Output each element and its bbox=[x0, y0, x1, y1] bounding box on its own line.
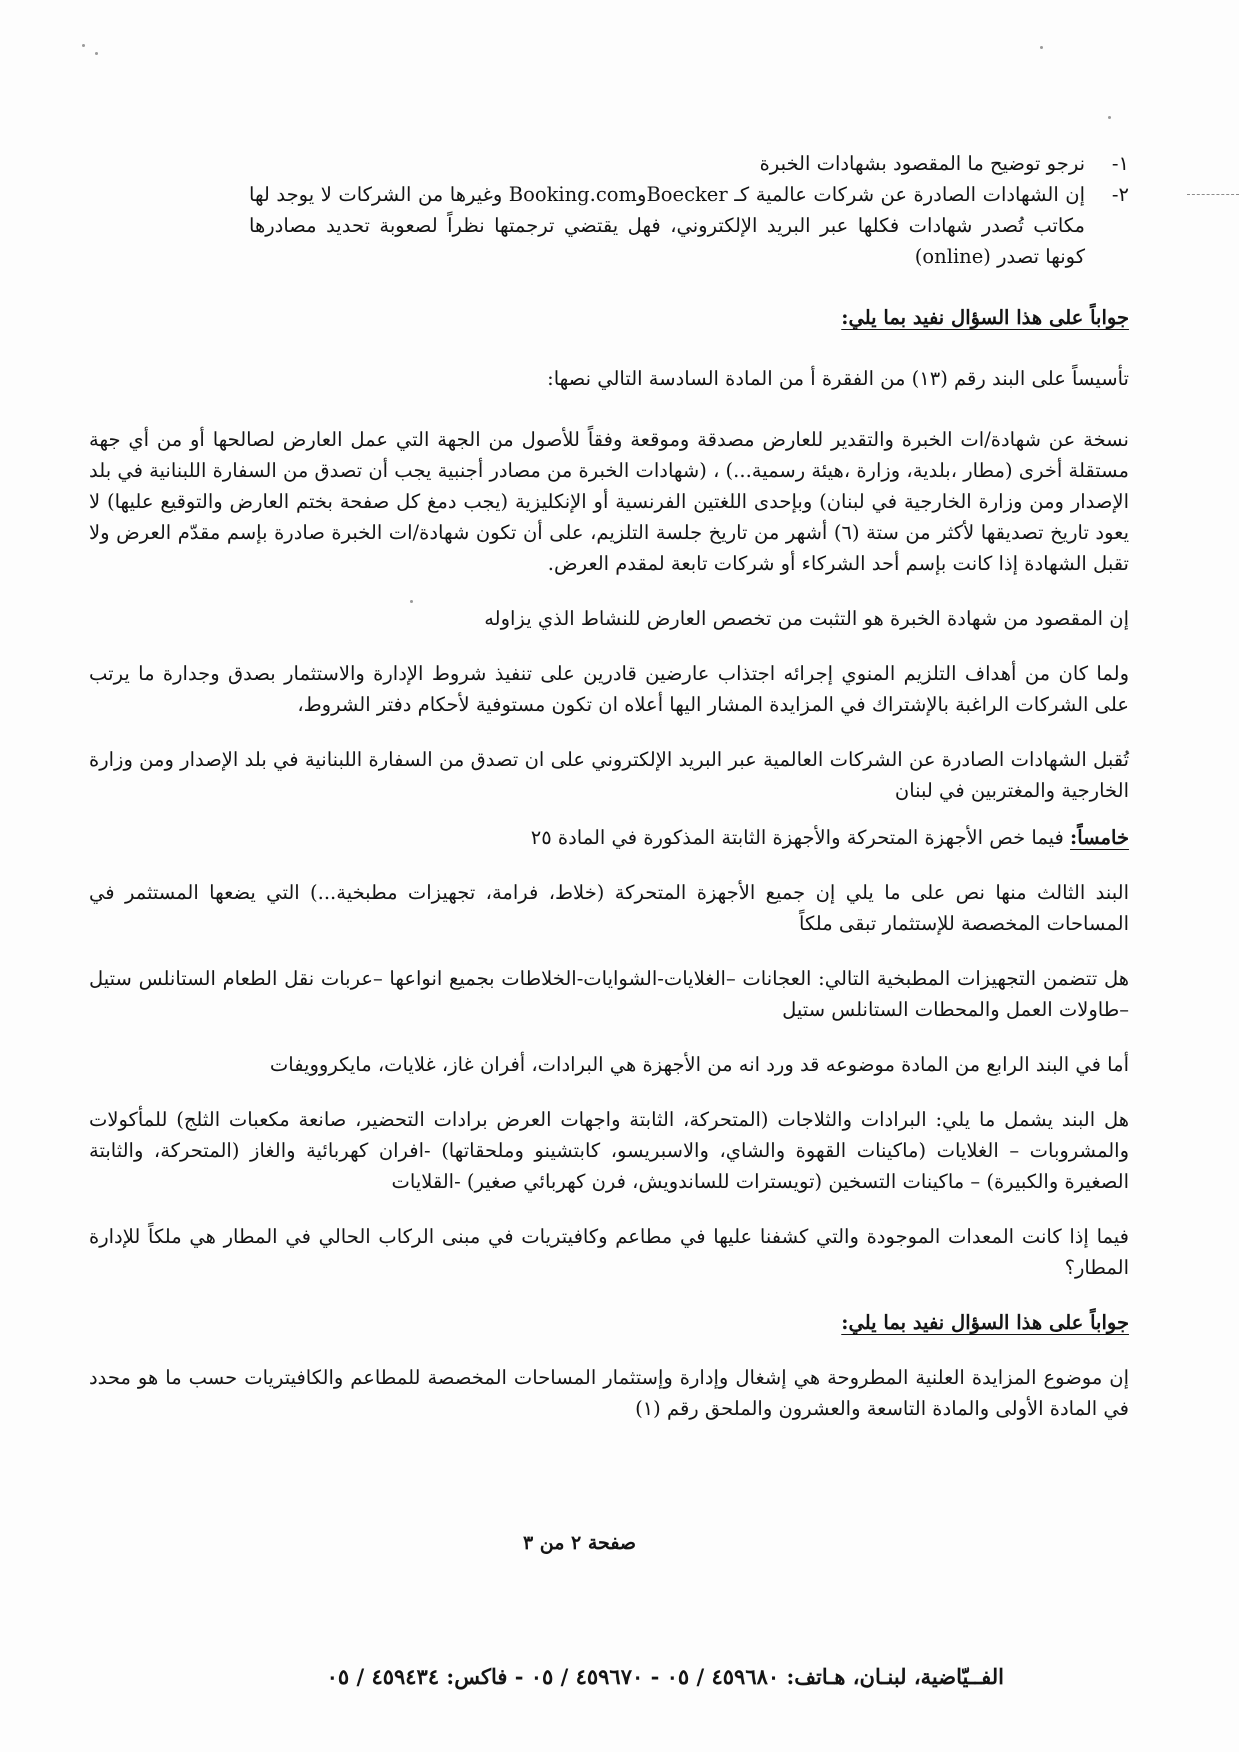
basis-line: تأسيساً على البند رقم (١٣) من الفقرة أ من المادة السادسة التالي نصها: bbox=[547, 367, 1129, 390]
list-item-number: ١- bbox=[1111, 152, 1129, 175]
clause-four: أما في البند الرابع من المادة موضوعه قد ورد انه من الأجهزة هي البرادات، أفران غاز، غلايات، مايكروويفات bbox=[269, 1053, 1129, 1076]
fridges-question: هل البند يشمل ما يلي: البرادات والثلاجات (المتحركة، الثابتة واجهات العرض برادات التحضير، صانعة مكعبات الثلج) للمأكولات والمشروبات – الغلايات (ماكينات القهوة والشاي، والاسبريسو، كابتشينو وملحقاتها) -افران كهربائية والغاز (المتحركة، والثابتة الصغيرة والكبيرة) – ماكينات التسخين (تويسترات للساندويش، فرن كهربائي صغير) -القلايات bbox=[89, 1108, 1129, 1193]
list-item-text: نرجو توضيح ما المقصود بشهادات الخبرة bbox=[759, 152, 1085, 175]
answer-heading: جواباً على هذا السؤال نفيد بما يلي: bbox=[841, 1311, 1129, 1334]
page-number: صفحة ٢ من ٣ bbox=[522, 1532, 637, 1554]
goal-paragraph: ولما كان من أهداف التلزيم المنوي إجرائه اجتذاب عارضين قادرين على تنفيذ شروط الإدارة والاستثمار بصدق وجدارة ما يرتب على الشركات الراغبة بالإشتراك في المزايدة المشار اليها أعلاه ان تكون مستوفية لأحكام دفتر الشروط، bbox=[89, 662, 1129, 716]
section-five-label: خامساً: bbox=[1070, 826, 1129, 849]
purpose-line: إن المقصود من شهادة الخبرة هو التثبت من تخصص العارض للنشاط الذي يزاوله bbox=[484, 607, 1129, 630]
scan-speck bbox=[95, 52, 98, 55]
ownership-question: فيما إذا كانت المعدات الموجودة والتي كشفنا عليها في مطاعم وكافيتريات في مبنى الركاب الحالي في المطار هي ملكاً للإدارة المطار؟ bbox=[89, 1225, 1129, 1279]
subject-paragraph: إن موضوع المزايدة العلنية المطروحة هي إشغال وإدارة وإستثمار المساحات المخصصة للمطاعم والكافيتريات حسب ما هو محدد في المادة الأولى والمادة التاسعة والعشرون والملحق رقم (١) bbox=[89, 1366, 1129, 1420]
accept-paragraph: تُقبل الشهادات الصادرة عن الشركات العالمية عبر البريد الإلكتروني على ان تصدق من السفارة اللبنانية في بلد الإصدار ومن وزارة الخارجية والمغتربين في لبنان bbox=[89, 748, 1129, 802]
kitchen-question: هل تتضمن التجهيزات المطبخية التالي: العجانات –الغلايات-الشوايات-الخلاطات بجميع انواعها –عربات نقل الطعام الستانلس ستيل –طاولات العمل والمحطات الستانلس ستيل bbox=[89, 967, 1129, 1021]
quoted-clause: نسخة عن شهادة/ات الخبرة والتقدير للعارض مصدقة وموقعة وفقاً للأصول من الجهة التي عمل العارض لصالحها أو من أي جهة مستقلة أخرى (مطار ،بلدية، وزارة ،هيئة رسمية...) ، (شهادات الخبرة من مصادر أجنبية يجب أن تصدق من السفارة اللبنانية في بلد الإصدار ومن وزارة الخارجية في لبنان) وبإحدى اللغتين الفرنسية أو الإنكليزية (يجب دمغ كل صفحة بختم العارض والتوقيع عليها) لا يعود تاريخ تصديقها لأكثر من ستة (٦) أشهر من تاريخ جلسة التلزيم، على أن تكون شهادة/ات الخبرة صادرة بإسم مقدّم العرض ولا تقبل الشهادة إذا كانت بإسم أحد الشركاء أو شركات تابعة لمقدم العرض. bbox=[89, 428, 1130, 575]
answer-heading: جواباً على هذا السؤال نفيد بما يلي: bbox=[841, 306, 1129, 329]
document-body bbox=[89, 148, 1129, 1424]
list-item bbox=[249, 148, 1129, 179]
scan-speck bbox=[82, 44, 85, 47]
footer-contact: الفــيّاضية، لبنـان، هـاتف: ٤٥٩٦٨٠ / ٠٥ - ٤٥٩٦٧٠ / ٠٥ - فاكس: ٤٥٩٤٣٤ / ٠٥ bbox=[326, 1664, 1004, 1689]
scan-speck bbox=[1108, 116, 1111, 119]
section-five-title: فيما خص الأجهزة المتحركة والأجهزة الثابتة المذكورة في المادة ٢٥ bbox=[530, 826, 1071, 849]
scan-speck bbox=[1040, 46, 1043, 49]
clause-three: البند الثالث منها نص على ما يلي إن جميع الأجهزة المتحركة (خلاط، فرامة، تجهيزات مطبخية...) التي يضعها المستثمر في المساحات المخصصة للإستثمار تبقى ملكاً bbox=[89, 881, 1129, 935]
list-item-text: إن الشهادات الصادرة عن شركات عالمية كـ BoeckerوBooking.com وغيرها من الشركات لا يوجد لها مكاتب تُصدر شهادات فكلها عبر البريد الإلكتروني، فهل يقتضي ترجمتها نظراً لصعوبة تحديد مصادرها كونها تصدر (online) bbox=[249, 183, 1085, 268]
margin-mark bbox=[1187, 194, 1239, 195]
section-five-heading bbox=[89, 822, 1129, 853]
list-item-number: ٢- bbox=[1111, 183, 1129, 206]
list-item bbox=[249, 179, 1129, 272]
question-list bbox=[249, 148, 1129, 272]
